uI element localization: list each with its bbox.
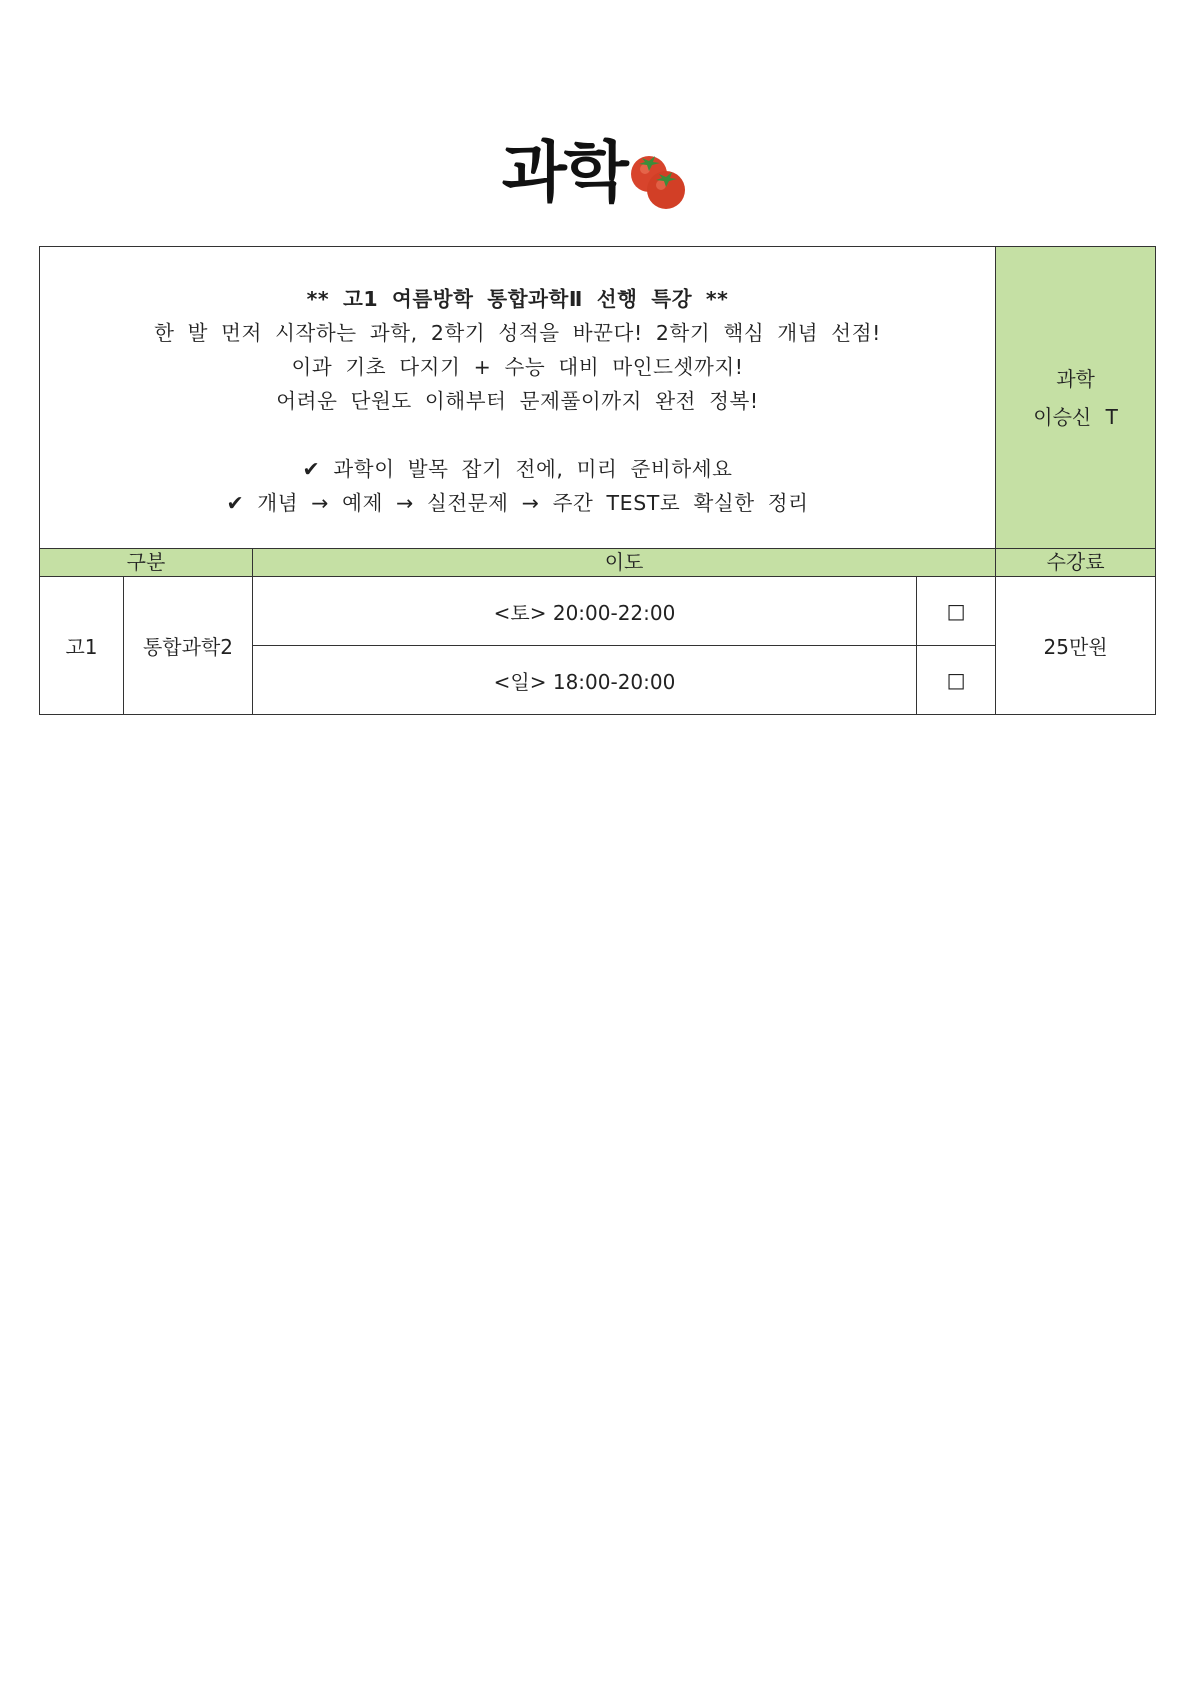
teacher-subject: 과학 xyxy=(1056,366,1095,391)
table-row xyxy=(40,577,1156,646)
title-group xyxy=(501,134,689,212)
session-time-2: <일> 18:00-20:00 xyxy=(253,646,917,715)
promo-check-2: ✔ 개념 → 예제 → 실전문제 → 주간 TEST로 확실한 정리 xyxy=(226,490,809,515)
title-area xyxy=(0,134,1191,218)
promo-line-3: 어려운 단원도 이해부터 문제풀이까지 완전 정복! xyxy=(276,388,759,413)
session-checkbox-2[interactable]: □ xyxy=(917,646,996,715)
teacher-name: 이승신 T xyxy=(1033,404,1118,429)
grade-cell: 고1 xyxy=(40,577,124,715)
fee-cell: 25만원 xyxy=(996,577,1156,715)
subject-cell: 통합과학2 xyxy=(124,577,253,715)
promo-text xyxy=(154,276,881,520)
header-category: 구분 xyxy=(40,549,253,577)
promo-check-1: ✔ 과학이 발목 잡기 전에, 미리 준비하세요 xyxy=(302,456,733,481)
teacher-cell xyxy=(996,247,1156,549)
promo-line-1: 한 발 먼저 시작하는 과학, 2학기 성적을 바꾼다! 2학기 핵심 개념 선점! xyxy=(154,320,881,345)
session-time-1: <토> 20:00-22:00 xyxy=(253,577,917,646)
header-fee: 수강료 xyxy=(996,549,1156,577)
page-title: 과학 xyxy=(501,134,626,211)
table-header-row xyxy=(40,549,1156,577)
promo-headline: ** 고1 여름방학 통합과학Ⅱ 선행 특강 ** xyxy=(306,286,729,311)
promo-line-2: 이과 기초 다지기 + 수능 대비 마인드셋까지! xyxy=(291,354,744,379)
promo-cell xyxy=(40,247,996,549)
session-checkbox-1[interactable]: □ xyxy=(917,577,996,646)
tomato-icon xyxy=(628,150,688,212)
promo-spacer xyxy=(154,418,881,452)
header-difficulty: 이도 xyxy=(253,549,996,577)
course-table xyxy=(39,246,1156,715)
